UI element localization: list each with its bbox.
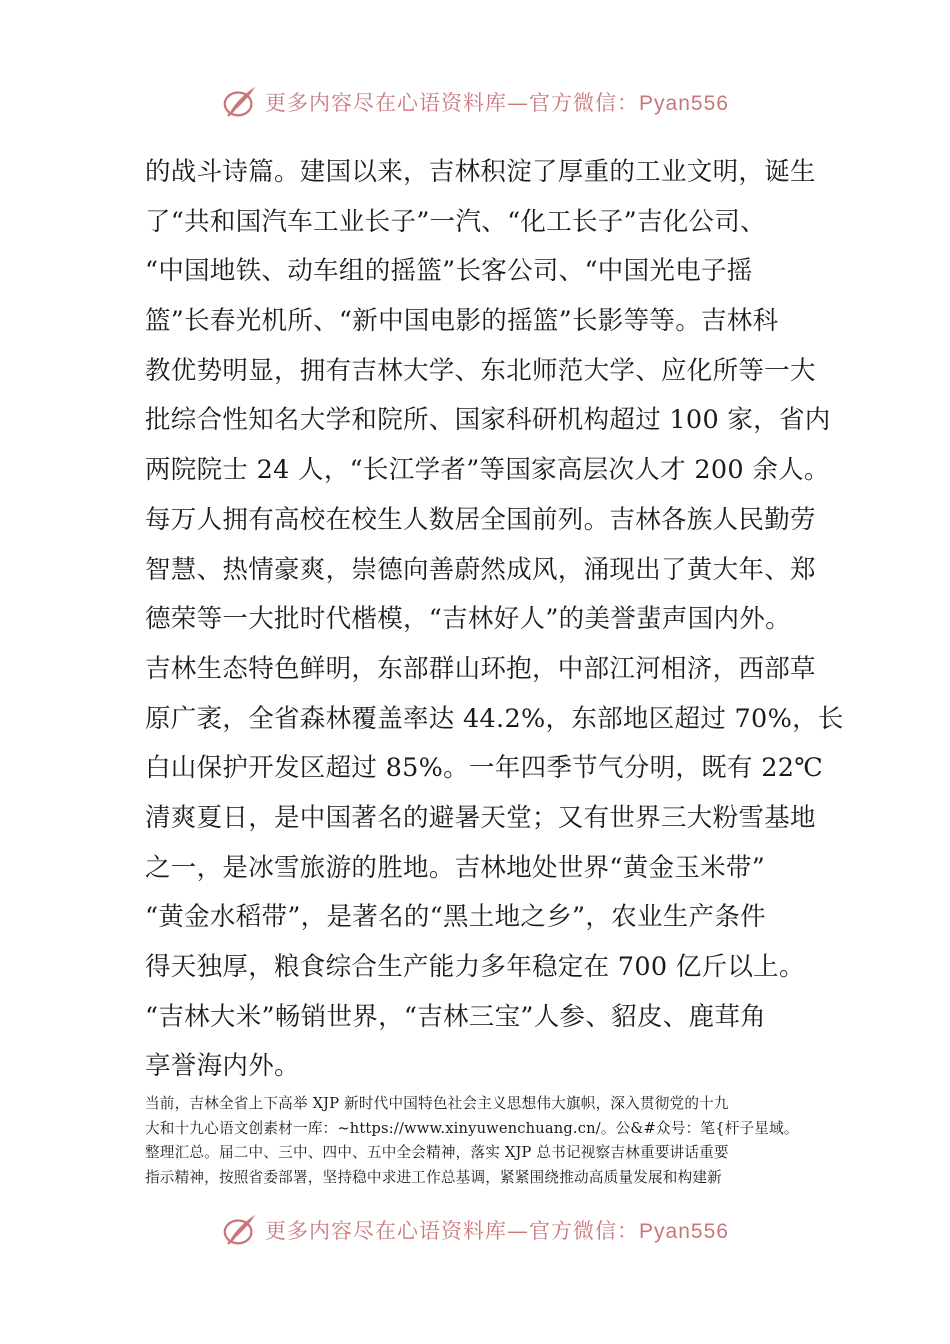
document-small-paragraph <box>145 1092 825 1190</box>
body-line: 吉林生态特色鲜明，东部群山环抱，中部江河相济，西部草 <box>145 653 816 684</box>
body-line: 了“共和国汽车工业长子”一汽、“化工长子”吉化公司、 <box>145 206 766 237</box>
body-line: 德荣等一大批时代楷模，“吉林好人”的美誉蜚声国内外。 <box>145 604 791 635</box>
footer-watermark <box>0 1208 950 1252</box>
body-line: 白山保护开发区超过 85%。一年四季节气分明，既有 22℃ <box>145 753 824 784</box>
body-line: “吉林大米”畅销世界，“吉林三宝”人参、貂皮、鹿茸角 <box>145 1001 766 1032</box>
small-line: 指示精神，按照省委部署，坚持稳中求进工作总基调，紧紧围绕推动高质量发展和构建新 <box>145 1168 722 1186</box>
small-line: 整理汇总。届二中、三中、四中、五中全会精神，落实 XJP 总书记视察吉林重要讲话重要 <box>145 1144 729 1161</box>
body-line: 教优势明显，拥有吉林大学、东北师范大学、应化所等一大 <box>145 355 816 386</box>
body-line: 智慧、热情豪爽，崇德向善蔚然成风，涌现出了黄大年、郑 <box>145 554 816 585</box>
body-line: 享誉海内外。 <box>145 1051 300 1082</box>
body-line: “中国地铁、动车组的摇篮”长客公司、“中国光电子摇 <box>145 256 753 287</box>
body-line: 批综合性知名大学和院所、国家科研机构超过 100 家，省内 <box>145 405 831 436</box>
body-line: 每万人拥有高校在校生人数居全国前列。吉林各族人民勤劳 <box>145 504 816 535</box>
quill-pen-logo-icon <box>221 83 259 121</box>
body-line: “黄金水稻带”，是著名的“黑土地之乡”，农业生产条件 <box>145 902 766 933</box>
body-line: 篮”长春光机所、“新中国电影的摇篮”长影等等。吉林科 <box>145 306 779 337</box>
body-line: 两院院士 24 人，“长江学者”等国家高层次人才 200 余人。 <box>145 455 830 486</box>
small-line: 当前，吉林全省上下高举 XJP 新时代中国特色社会主义思想伟大旗帜，深入贯彻党的十九 <box>145 1095 729 1112</box>
body-line: 的战斗诗篇。建国以来，吉林积淀了厚重的工业文明，诞生 <box>145 157 816 187</box>
body-line: 之一，是冰雪旅游的胜地。吉林地处世界“黄金玉米带” <box>145 852 766 883</box>
body-line: 得天独厚，粮食综合生产能力多年稳定在 700 亿斤以上。 <box>145 952 805 982</box>
watermark-text: 更多内容尽在心语资料库—官方微信： <box>265 1219 640 1243</box>
watermark-text: 更多内容尽在心语资料库—官方微信： <box>265 91 640 115</box>
quill-pen-logo-icon <box>221 1211 259 1249</box>
watermark-wechat-id: Pyan556 <box>639 1220 729 1243</box>
header-watermark <box>0 80 950 124</box>
body-line: 清爽夏日，是中国著名的避暑天堂；又有世界三大粉雪基地 <box>145 802 816 833</box>
watermark-wechat-id: Pyan556 <box>639 92 729 115</box>
document-body <box>145 148 844 1092</box>
small-line: 大和十九心语文创素材一库：~https://www.xinyuwenchuang.cn/。公&#众号：笔{杆子星域。 <box>145 1119 799 1137</box>
body-line: 原广袤，全省森林覆盖率达 44.2%，东部地区超过 70%，长 <box>145 703 844 734</box>
